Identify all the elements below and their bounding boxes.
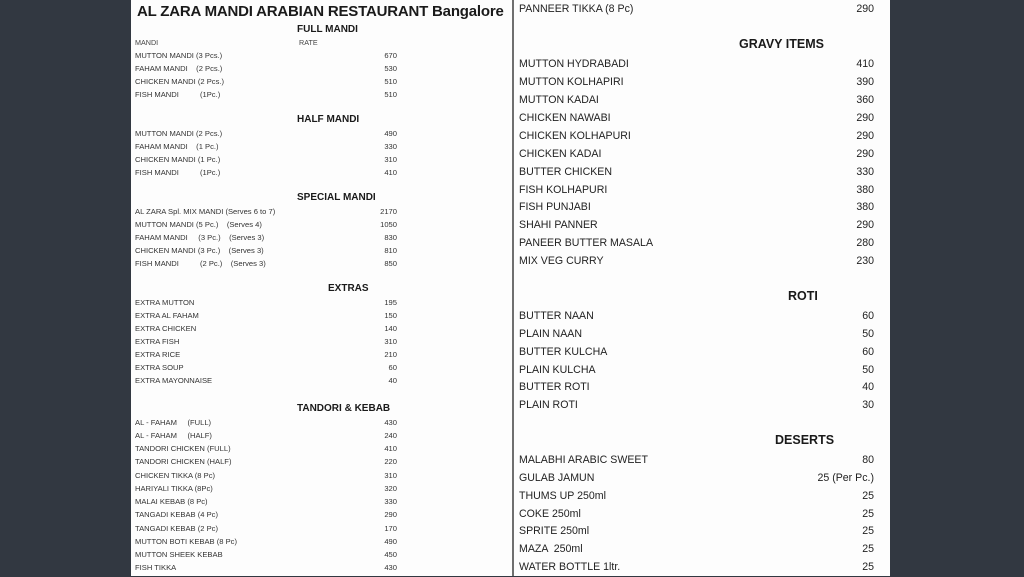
item-price: 25 — [862, 508, 874, 520]
item-name: CHICKEN KADAI — [519, 148, 602, 160]
menu-item — [135, 168, 505, 181]
item-name: PLAIN ROTI — [519, 399, 578, 411]
menu-item — [519, 310, 874, 326]
item-name: FISH MANDI (1Pc.) — [135, 168, 221, 177]
item-price: 430 — [384, 418, 397, 427]
item-name: THUMS UP 250ml — [519, 490, 606, 502]
item-price: 290 — [856, 3, 874, 15]
item-price: 810 — [384, 246, 397, 255]
menu-item — [135, 246, 505, 259]
menu-item — [519, 58, 874, 74]
item-price: 140 — [384, 324, 397, 333]
item-name: BUTTER CHICKEN — [519, 166, 612, 178]
menu-item — [519, 454, 874, 470]
item-price: 60 — [862, 310, 874, 322]
item-name: PLAIN NAAN — [519, 328, 582, 340]
item-price: 25 — [862, 525, 874, 537]
item-price: 230 — [856, 255, 874, 267]
item-name: MUTTON KADAI — [519, 94, 599, 106]
menu-item — [135, 142, 505, 155]
menu-item — [135, 350, 505, 363]
item-price: 2170 — [380, 207, 397, 216]
menu-item — [135, 537, 505, 550]
section-heading-row — [519, 37, 874, 55]
item-name: COKE 250ml — [519, 508, 581, 520]
menu-item — [135, 337, 505, 350]
menu-item — [519, 346, 874, 362]
item-name: MUTTON KOLHAPIRI — [519, 76, 624, 88]
item-name: FISH TIKKA — [135, 563, 177, 572]
item-price: 310 — [384, 471, 397, 480]
menu-item — [519, 399, 874, 415]
menu-item — [519, 130, 874, 146]
section-heading-gravy-items: GRAVY ITEMS — [739, 37, 824, 51]
item-price: 50 — [862, 364, 874, 376]
item-name: HARIYALI TIKKA (8Pc) — [135, 484, 213, 493]
menu-item — [135, 431, 505, 444]
column-header-item: MANDI — [135, 38, 159, 47]
item-name: PANEER BUTTER MASALA — [519, 237, 654, 249]
menu-item — [519, 219, 874, 235]
menu-item — [135, 550, 505, 563]
item-name: AL - FAHAM (FULL) — [135, 418, 212, 427]
item-name: MUTTON BOTI KEBAB (8 Pc) — [135, 537, 237, 546]
menu-item — [135, 418, 505, 431]
menu-item — [135, 64, 505, 77]
item-price: 310 — [384, 155, 397, 164]
item-price: 220 — [384, 457, 397, 466]
item-name: PLAIN KULCHA — [519, 364, 596, 376]
item-name: AL ZARA Spl. MIX MANDI (Serves 6 to 7) — [135, 207, 276, 216]
item-price: 25 — [862, 490, 874, 502]
item-price: 210 — [384, 350, 397, 359]
item-price: 150 — [384, 311, 397, 320]
item-name: AL - FAHAM (HALF) — [135, 431, 212, 440]
item-name: MUTTON HYDRABADI — [519, 58, 629, 70]
item-price: 195 — [384, 298, 397, 307]
menu-item — [135, 563, 505, 576]
column-divider — [512, 0, 514, 576]
menu-item — [135, 444, 505, 457]
item-price: 320 — [384, 484, 397, 493]
item-name: EXTRA FISH — [135, 337, 180, 346]
item-name: EXTRA RICE — [135, 350, 181, 359]
item-name: CHICKEN KOLHAPURI — [519, 130, 631, 142]
item-name: BUTTER NAAN — [519, 310, 594, 322]
item-name: MUTTON MANDI (3 Pcs.) — [135, 51, 223, 60]
section-heading-row — [135, 403, 505, 416]
item-price: 1050 — [380, 220, 397, 229]
menu-item — [519, 184, 874, 200]
item-name: BUTTER ROTI — [519, 381, 590, 393]
menu-item — [135, 51, 505, 64]
menu-item — [519, 508, 874, 524]
item-name: CHICKEN MANDI (2 Pcs.) — [135, 77, 225, 86]
item-price: 310 — [384, 337, 397, 346]
menu-item — [519, 3, 874, 19]
item-price: 290 — [384, 510, 397, 519]
item-price: 490 — [384, 129, 397, 138]
item-name: SPRITE 250ml — [519, 525, 590, 537]
item-name: GULAB JAMUN — [519, 472, 595, 484]
section-heading-roti: ROTI — [788, 289, 818, 303]
item-price: 410 — [856, 58, 874, 70]
section-heading-row — [135, 114, 505, 127]
item-price: 360 — [856, 94, 874, 106]
menu-item — [519, 472, 874, 488]
menu-item — [135, 457, 505, 470]
menu-item — [519, 381, 874, 397]
section-heading-row — [135, 283, 505, 296]
item-name: MALAI KEBAB (8 Pc) — [135, 497, 208, 506]
section-heading-half-mandi: HALF MANDI — [297, 114, 360, 125]
item-name: CHICKEN TIKKA (8 Pc) — [135, 471, 216, 480]
menu-item — [135, 376, 505, 389]
menu-item — [519, 364, 874, 380]
item-price: 40 — [388, 376, 397, 385]
menu-item — [135, 129, 505, 142]
item-price: 330 — [856, 166, 874, 178]
menu-item — [135, 471, 505, 484]
item-name: TANGADI KEBAB (4 Pc) — [135, 510, 218, 519]
item-name: FAHAM MANDI (1 Pc.) — [135, 142, 219, 151]
item-name: TANDORI CHICKEN (FULL) — [135, 444, 231, 453]
item-name: FAHAM MANDI (3 Pc.) (Serves 3) — [135, 233, 265, 242]
item-price: 40 — [862, 381, 874, 393]
item-name: MIX VEG CURRY — [519, 255, 604, 267]
menu-item — [519, 112, 874, 128]
section-heading-extras: EXTRAS — [328, 283, 369, 294]
menu-item — [135, 259, 505, 272]
menu-item — [135, 90, 505, 103]
item-price: 290 — [856, 130, 874, 142]
item-price: 60 — [862, 346, 874, 358]
menu-item — [519, 561, 874, 577]
item-name: EXTRA AL FAHAM — [135, 311, 199, 320]
item-name: EXTRA CHICKEN — [135, 324, 197, 333]
item-name: EXTRA MUTTON — [135, 298, 195, 307]
item-price: 380 — [856, 184, 874, 196]
item-name: TANDORI CHICKEN (HALF) — [135, 457, 232, 466]
column-header-rate: RATE — [299, 38, 318, 47]
item-price: 240 — [384, 431, 397, 440]
menu-item — [135, 311, 505, 324]
section-heading-full-mandi: FULL MANDI — [297, 24, 358, 35]
item-price: 25 — [862, 561, 874, 573]
item-name: MUTTON MANDI (5 Pc.) (Serves 4) — [135, 220, 262, 229]
item-price: 80 — [862, 454, 874, 466]
item-name: EXTRA SOUP — [135, 363, 184, 372]
item-price: 290 — [856, 148, 874, 160]
item-name: CHICKEN MANDI (1 Pc.) — [135, 155, 221, 164]
item-name: MAZA 250ml — [519, 543, 583, 555]
item-name: MALABHI ARABIC SWEET — [519, 454, 648, 466]
section-heading-row — [135, 192, 505, 205]
menu-item — [135, 363, 505, 376]
item-name: BUTTER KULCHA — [519, 346, 608, 358]
item-name: FAHAM MANDI (2 Pcs.) — [135, 64, 223, 73]
item-price: 510 — [384, 90, 397, 99]
menu-item — [135, 220, 505, 233]
item-price: 510 — [384, 77, 397, 86]
item-name: MUTTON MANDI (2 Pcs.) — [135, 129, 223, 138]
restaurant-title: AL ZARA MANDI ARABIAN RESTAURANT Bangalore — [137, 3, 504, 20]
item-price: 850 — [384, 259, 397, 268]
item-name: SHAHI PANNER — [519, 219, 598, 231]
menu-item — [135, 298, 505, 311]
item-price: 25 (Per Pc.) — [817, 472, 874, 484]
menu-page — [131, 0, 890, 576]
item-name: PANNEER TIKKA (8 Pc) — [519, 3, 634, 15]
section-heading-row — [519, 433, 874, 451]
menu-item — [519, 76, 874, 92]
item-name: MUTTON SHEEK KEBAB — [135, 550, 223, 559]
item-price: 290 — [856, 112, 874, 124]
menu-item — [519, 166, 874, 182]
menu-item — [135, 233, 505, 246]
item-name: FISH PUNJABI — [519, 201, 591, 213]
menu-item — [135, 77, 505, 90]
item-price: 170 — [384, 524, 397, 533]
menu-item — [135, 497, 505, 510]
menu-item — [519, 94, 874, 110]
item-name: CHICKEN NAWABI — [519, 112, 611, 124]
section-heading-tandori-kebab: TANDORI & KEBAB — [297, 403, 391, 414]
item-name: TANGADI KEBAB (2 Pc) — [135, 524, 218, 533]
item-price: 30 — [862, 399, 874, 411]
section-heading-special-mandi: SPECIAL MANDI — [297, 192, 376, 203]
menu-item — [135, 510, 505, 523]
item-price: 410 — [384, 444, 397, 453]
item-price: 670 — [384, 51, 397, 60]
menu-item — [135, 484, 505, 497]
menu-item — [519, 148, 874, 164]
menu-item — [519, 255, 874, 271]
item-price: 25 — [862, 543, 874, 555]
menu-item — [135, 324, 505, 337]
item-price: 330 — [384, 497, 397, 506]
column-header-row — [135, 38, 505, 51]
item-price: 530 — [384, 64, 397, 73]
item-name: CHICKEN MANDI (3 Pc.) (Serves 3) — [135, 246, 264, 255]
item-price: 450 — [384, 550, 397, 559]
item-name: FISH KOLHAPURI — [519, 184, 608, 196]
menu-item — [135, 155, 505, 168]
menu-item — [519, 543, 874, 559]
item-price: 50 — [862, 328, 874, 340]
item-price: 490 — [384, 537, 397, 546]
item-price: 410 — [384, 168, 397, 177]
item-price: 290 — [856, 219, 874, 231]
item-name: FISH MANDI (1Pc.) — [135, 90, 221, 99]
item-price: 380 — [856, 201, 874, 213]
item-price: 60 — [388, 363, 397, 372]
item-price: 430 — [384, 563, 397, 572]
item-name: WATER BOTTLE 1ltr. — [519, 561, 621, 573]
menu-item — [135, 524, 505, 537]
section-heading-deserts: DESERTS — [775, 433, 835, 447]
item-name: FISH MANDI (2 Pc.) (Serves 3) — [135, 259, 266, 268]
item-price: 390 — [856, 76, 874, 88]
item-price: 330 — [384, 142, 397, 151]
section-heading-row — [519, 289, 874, 307]
menu-item — [519, 525, 874, 541]
menu-item — [135, 207, 505, 220]
item-price: 280 — [856, 237, 874, 249]
menu-item — [519, 490, 874, 506]
section-heading-row — [135, 24, 505, 37]
item-price: 830 — [384, 233, 397, 242]
menu-item — [519, 237, 874, 253]
menu-item — [519, 328, 874, 344]
item-name: EXTRA MAYONNAISE — [135, 376, 213, 385]
menu-item — [519, 201, 874, 217]
